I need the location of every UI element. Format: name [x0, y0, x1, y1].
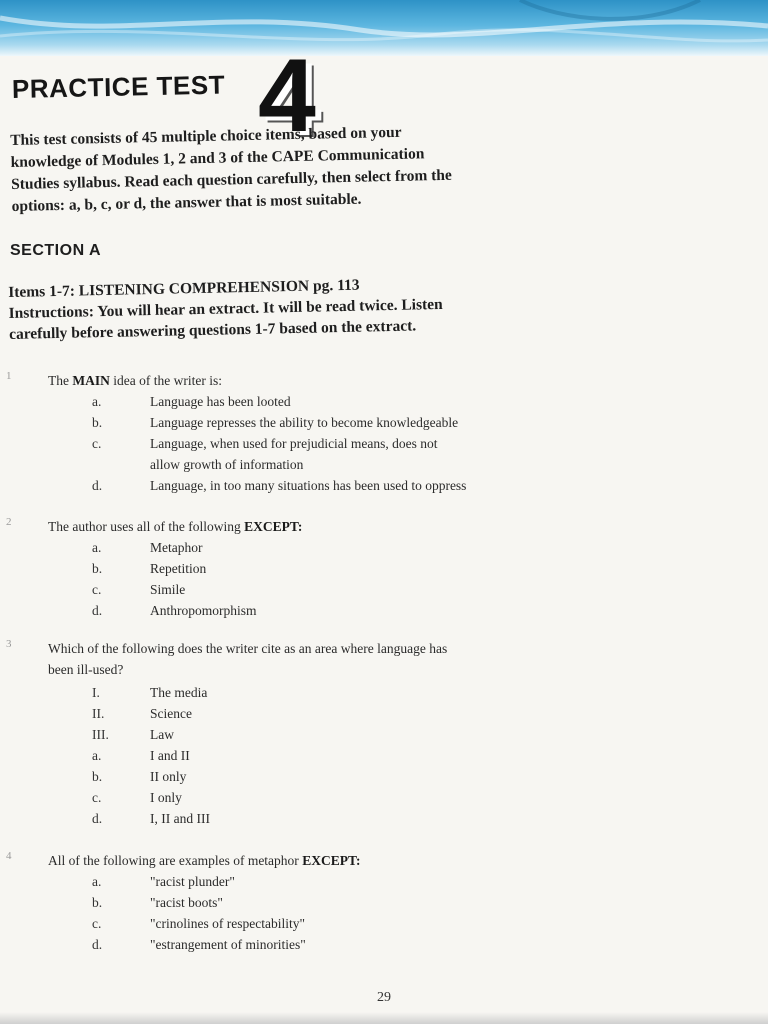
option-text: Language, in too many situations has been used to oppress	[150, 478, 467, 493]
option-text: "estrangement of minorities"	[150, 937, 306, 952]
page-edge-shadow	[0, 1012, 768, 1024]
option-label: c.	[92, 436, 102, 451]
option-a	[92, 537, 202, 558]
option-c	[92, 913, 305, 934]
statement-text: The media	[150, 685, 208, 700]
statement-label: I.	[92, 685, 100, 700]
statement-text: Science	[150, 706, 192, 721]
question-number: 1	[6, 370, 12, 382]
option-label: b.	[92, 561, 103, 576]
statement-text: Law	[150, 727, 174, 742]
option-b	[92, 892, 223, 913]
option-label: c.	[92, 916, 102, 931]
option-text: Repetition	[150, 561, 207, 576]
option-label: c.	[92, 582, 102, 597]
statement-i	[92, 682, 207, 703]
intro-line: Studies syllabus. Read each question carefully, then select from the	[10, 166, 452, 193]
items-title: LISTENING COMPREHENSION pg. 113	[78, 276, 360, 300]
option-text: "racist boots"	[150, 895, 223, 910]
stem-emphasis: EXCEPT:	[244, 519, 303, 534]
stem-text: Which of the following does the writer cite as an area where language has	[48, 641, 448, 656]
option-label: a.	[92, 540, 102, 555]
question-number: 2	[6, 516, 12, 528]
option-b	[92, 558, 206, 579]
option-d	[92, 600, 257, 621]
question-stem	[48, 516, 558, 537]
stem-emphasis: EXCEPT:	[302, 853, 361, 868]
statement-label: III.	[92, 727, 109, 742]
instructions-cont-text: before answering questions 1-7 based on the extract.	[71, 317, 417, 342]
question-stem	[48, 370, 558, 391]
intro-paragraph	[10, 119, 557, 218]
option-d	[92, 475, 466, 496]
option-c	[92, 433, 438, 454]
option-c-continuation: allow growth of information	[150, 457, 304, 472]
option-label: d.	[92, 937, 103, 952]
option-label: b.	[92, 895, 103, 910]
stem-text: been ill-used?	[48, 662, 124, 677]
banner-swoosh-graphic	[0, 0, 768, 56]
option-label: d.	[92, 478, 103, 493]
option-c	[92, 787, 182, 808]
question-stem	[48, 850, 558, 871]
instructions-block	[8, 270, 559, 345]
option-label: a.	[92, 394, 102, 409]
stem-text: The author uses all of the following	[48, 519, 241, 534]
test-number: 4	[258, 38, 316, 154]
option-text: "racist plunder"	[150, 874, 235, 889]
stem-text: All of the following are examples of metaphor	[48, 853, 299, 868]
question-number: 3	[6, 638, 12, 650]
option-b	[92, 412, 458, 433]
option-c	[92, 579, 185, 600]
practice-test-title: PRACTICE TEST	[11, 69, 226, 104]
option-label: c.	[92, 790, 102, 805]
question-number: 4	[6, 850, 12, 862]
intro-line: knowledge of Modules 1, 2 and 3 of the CAPE Communication	[10, 145, 425, 171]
instructions-cont-lead: carefully	[8, 324, 68, 343]
option-text: I, II and III	[150, 811, 210, 826]
option-label: a.	[92, 748, 102, 763]
option-d	[92, 934, 306, 955]
option-text: I only	[150, 790, 182, 805]
intro-line: options: a, b, c, or d, the answer that is most suitable.	[11, 190, 362, 215]
question-stem	[48, 638, 558, 680]
stem-text: idea of the writer is:	[113, 373, 222, 388]
header-banner	[0, 0, 768, 56]
option-label: b.	[92, 415, 103, 430]
option-text: Language, when used for prejudicial means, does not	[150, 436, 438, 451]
option-text: I and II	[150, 748, 190, 763]
option-text: Language has been looted	[150, 394, 291, 409]
statement-iii	[92, 724, 174, 745]
option-a	[92, 391, 291, 412]
section-heading: SECTION A	[10, 242, 102, 259]
option-label: b.	[92, 769, 103, 784]
option-text: Simile	[150, 582, 186, 597]
option-text: II only	[150, 769, 187, 784]
instructions-label: Instructions:	[8, 303, 95, 322]
option-text: Metaphor	[150, 540, 203, 555]
option-label: d.	[92, 811, 103, 826]
intro-line: This test consists of 45 multiple choice items, based on your	[10, 123, 402, 149]
option-d	[92, 808, 210, 829]
option-text: Anthropomorphism	[150, 603, 257, 618]
option-text: Language represses the ability to become knowledgeable	[150, 415, 459, 430]
option-label: a.	[92, 874, 102, 889]
option-label: d.	[92, 603, 103, 618]
instructions-text: You will hear an extract. It will be read twice. Listen	[97, 295, 443, 321]
stem-text: The	[48, 373, 69, 388]
items-label: Items 1-7:	[8, 282, 76, 301]
statement-ii	[92, 703, 192, 724]
option-b	[92, 766, 186, 787]
stem-emphasis: MAIN	[72, 373, 110, 388]
option-a	[92, 871, 235, 892]
statement-label: II.	[92, 706, 105, 721]
option-a	[92, 745, 190, 766]
page-number: 29	[377, 990, 391, 1005]
option-text: "crinolines of respectability"	[150, 916, 305, 931]
